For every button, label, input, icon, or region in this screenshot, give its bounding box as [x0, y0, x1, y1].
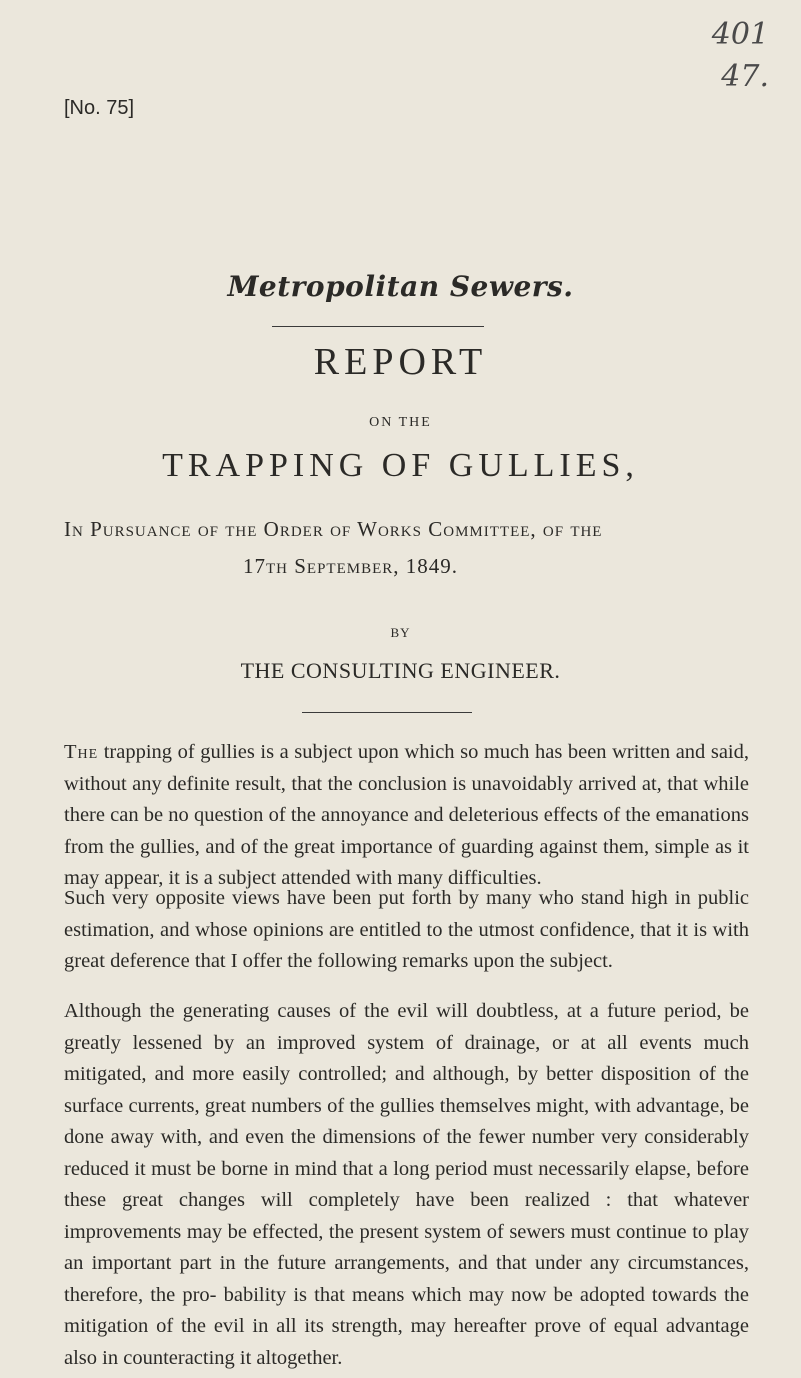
paragraph-3-text: Although the generating causes of the evil will doubtless, at a future period, be greatly lessened by an improved system of drainage, or at all events much mitigated, and more easily controlled; and although, by better disposition of the surface currents, great numbers of the gullies themselves might, with advantage, be done away with, and even the dimensions of the fewer number very considerably reduced it must be borne in mind that a long period must necessarily elapse, before these great changes will completely have been realized : that whatever improvements may be effected, the present system of sewers must continue to play an important part in the future arrangements, and that under any circumstances, therefore, the pro- bability is that means which may now be adopted towards the mitigation of the evil in all its strength, may hereafter prove of equal advantage also in counteracting it altogether. — [64, 1000, 749, 1369]
pursuance-line-1: In Pursuance of the Order of Works Committee, of the — [64, 517, 603, 541]
handwritten-note-line2: 47. — [721, 59, 769, 94]
report-heading: REPORT — [313, 341, 488, 383]
series-title: Metropolitan Sewers. — [227, 270, 574, 303]
paragraph-2 — [64, 883, 749, 978]
paragraph-2-text: Such very opposite views have been put forth by many who stand high in public estimation, and whose opinions are entitled to the utmost confidence, that it is with great deference that I offer the following remarks upon the subject. — [64, 887, 749, 972]
subject-heading: TRAPPING OF GULLIES, — [162, 447, 639, 484]
divider-top — [272, 326, 484, 327]
divider-bottom — [302, 712, 472, 713]
paragraph-3 — [64, 996, 749, 1374]
author-line: THE CONSULTING ENGINEER. — [240, 658, 561, 683]
paragraph-1-text: trapping of gullies is a subject upon which so much has been written and said, without any definite result, that the conclusion is unavoidably arrived at, that while there can be no question of the annoyance and deleterious effects of the emanations from the gullies, and of the great importance of guarding against them, simple as it may appear, it is a subject attended with many difficulties. — [64, 741, 749, 889]
paragraph-1 — [64, 737, 749, 895]
on-the-heading: ON THE — [369, 415, 432, 430]
handwritten-note-line1: 401 — [711, 17, 769, 52]
by-label: BY — [390, 625, 411, 640]
document-number: [No. 75] — [64, 97, 135, 119]
pursuance-line-2: 17th September, 1849. — [242, 554, 458, 578]
handwritten-note — [679, 14, 769, 98]
paragraph-1-lead: The — [64, 741, 99, 763]
